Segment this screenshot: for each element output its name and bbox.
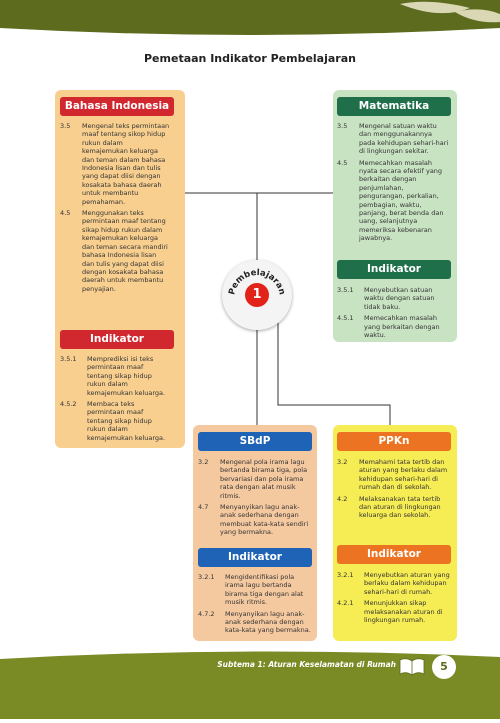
list-item: 3.2 Memahami tata tertib dan aturan yang berlaku dalam kehidupan sehari-hari di rumah dan di sekolah.: [337, 458, 448, 492]
list-item: 4.7 Menyanyikan lagu anak-anak sederhana dengan membuat kata-kata sendiri yang bermakna.: [198, 503, 309, 537]
page-title: Pemetaan Indikator Pembelajaran: [144, 52, 356, 65]
svg-text:Pembelajaran: Pembelajaran: [227, 267, 287, 296]
ppkn-indikator-header: Indikator: [337, 545, 451, 564]
list-item: 3.2.1 Mengidentifikasi pola irama lagu bertanda birama tiga dengan alat musik ritmis.: [198, 573, 304, 607]
list-item: 3.5.1 Memprediksi isi teks permintaan maaf tentang sikap hidup rukun dalam kemajemukan keluarga.: [60, 355, 166, 397]
matematika-kd-list: [337, 122, 449, 246]
list-item: 3.2 Mengenal pola irama lagu bertanda birama tiga, pola bervariasi dan pola irama rata dengan alat musik ritmis.: [198, 458, 308, 500]
bahasa-indikator-header: Indikator: [60, 330, 174, 349]
list-item: 4.2 Melaksanakan tata tertib dan aturan di lingkungan keluarga dan sekolah.: [337, 494, 441, 520]
list-item: 3.5 Mengenal satuan waktu dan menggunakannya pada kehidupan sehari-hari di lingkungan sekitar.: [337, 122, 449, 156]
ppkn-kd-list: [337, 458, 451, 523]
list-item: 3.2.1 Menyebutkan aturan yang berlaku dalam kehidupan sehari-hari di rumah.: [337, 571, 450, 596]
list-item: 4.5.2 Membaca teks permintaan maaf tentang sikap hidup rukun dalam kemajemukan keluarga.: [60, 400, 166, 442]
list-item: 4.5 Memecahkan masalah nyata secara efektif yang berkaitan dengan penjumlahan, pengurangan, perkalian, pembagian, waktu, panjang, berat benda dan uang, selanjutnya memeriksa kebenaran jawabnya.: [337, 158, 444, 243]
list-item: 3.5.1 Menyebutkan satuan waktu dengan satuan tidak baku.: [337, 286, 435, 311]
bahasa-kd-list: [60, 122, 170, 296]
list-item: 4.5 Menggunakan teks permintaan maaf tentang sikap hidup rukun dalam kemajemukan keluarga dan teman secara mandiri bahasa Indonesia lisan dan tulis yang dapat diisi dengan kosakata bahasa daerah untuk membantu penyajian.: [60, 209, 168, 293]
sbdp-indikator-list: [198, 573, 312, 638]
page-number: 5: [432, 655, 456, 679]
book-icon: [398, 655, 426, 677]
pembelajaran-badge: [222, 260, 292, 330]
ppkn-header: PPKn: [337, 432, 451, 451]
matematika-indikator-list: [337, 286, 449, 342]
pembelajaran-number: 1: [245, 283, 269, 307]
list-item: 4.5.1 Memecahkan masalah yang berkaitan dengan waktu.: [337, 314, 440, 340]
sbdp-indikator-header: Indikator: [198, 548, 312, 567]
list-item: 4.7.2 Menyanyikan lagu anak-anak sederhana dengan kata-kata yang bermakna.: [198, 609, 311, 635]
matematika-header: Matematika: [337, 97, 451, 116]
sbdp-kd-list: [198, 458, 312, 540]
list-item: 4.2.1 Menunjukkan sikap melaksanakan aturan di lingkungan rumah.: [337, 599, 443, 625]
footer-subtema: Subtema 1: Aturan Keselamatan di Rumah: [217, 660, 396, 669]
bahasa-indikator-list: [60, 355, 170, 445]
bahasa-indonesia-header: Bahasa Indonesia: [60, 97, 174, 116]
ppkn-indikator-list: [337, 571, 451, 627]
list-item: 3.5 Mengenal teks permintaan maaf tentang sikop hidup rukun dalam kemajemukan keluarga dan teman dalam bahasa Indonesia lisan dan tulis yang dapat diisi dengan kosakata bahasa daerah untuk membantu pemahaman.: [60, 122, 170, 206]
matematika-indikator-header: Indikator: [337, 260, 451, 279]
sbdp-header: SBdP: [198, 432, 312, 451]
